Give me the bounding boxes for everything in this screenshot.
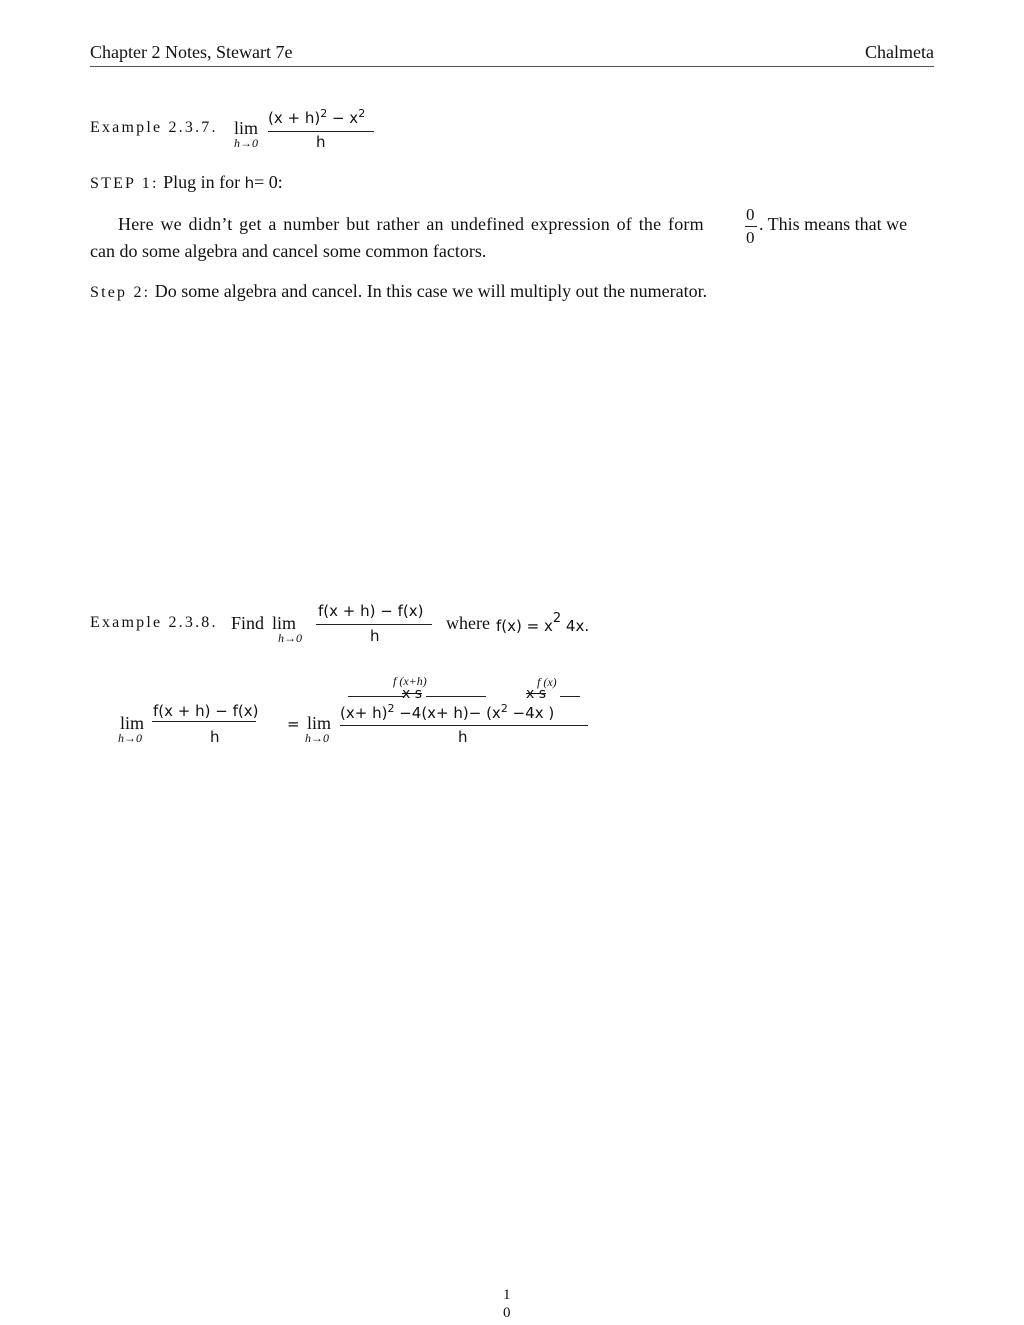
example-237-fraction-bar	[268, 131, 374, 132]
example-238-fraction-bar	[316, 624, 432, 625]
example-238-find: Find	[231, 613, 265, 633]
work-rhs-lim-sub: h→0	[305, 731, 329, 745]
page-number-bottom: 0	[503, 1305, 511, 1321]
example-238-lim: lim	[272, 613, 297, 633]
work-lhs-fraction-bar	[152, 721, 256, 722]
step1-line: STEP 1: Plug in for h= 0:	[90, 172, 283, 192]
zero-over-zero-bar	[745, 226, 757, 227]
header-author: Chalmeta	[865, 42, 934, 62]
example-238-lim-sub: h→0	[278, 631, 302, 645]
zero-over-zero-den: 0	[746, 228, 755, 247]
paragraph-line1: Here we didn’t get a number but rather an undefined expression of the form	[118, 214, 704, 234]
brace-fx-right	[560, 696, 580, 697]
example-238-function: $f(x) = x^2$ 4x.	[496, 611, 590, 635]
example-237-label: Example 2.3.7.	[90, 119, 218, 136]
work-equals: =	[287, 715, 300, 733]
example-238-where: where	[446, 613, 490, 633]
work-lhs-lim-sub: h→0	[118, 731, 142, 745]
example-237-lim-sub: h→0	[234, 136, 258, 150]
paragraph-line1-end: . This means that we	[759, 214, 908, 234]
work-lhs-numerator: f(x + h) − f(x)	[153, 702, 259, 720]
step2-line: Step 2: Do some algebra and cancel. In this case we will multiply out the numerator.	[90, 281, 708, 301]
example-238-label: Example 2.3.8.	[90, 614, 218, 631]
work-rhs-denominator: h	[458, 728, 468, 746]
work-rhs-numerator: $(x+ h)^2 -4(x+ h)- (x^2 -4x$ )	[340, 702, 555, 722]
brace-fxh-left	[348, 696, 404, 697]
work-rhs-fraction-bar	[340, 725, 588, 726]
example-238-numerator: f(x + h) − f(x)	[318, 602, 424, 620]
example-237-lim: lim	[234, 118, 259, 138]
work-rhs-lim: lim	[307, 713, 332, 733]
example-237-numerator: $(x + h)^2 - x^2$	[268, 107, 366, 127]
header-title: Chapter 2 Notes, Stewart 7e	[90, 42, 293, 62]
brace-label-fx: f (x)	[537, 675, 557, 689]
page-number-top: 1	[503, 1287, 511, 1303]
work-lhs-denominator: h	[210, 728, 220, 746]
header-rule	[90, 66, 934, 67]
example-237-denominator: h	[316, 133, 326, 151]
work-lhs-lim: lim	[120, 713, 145, 733]
step1-label: STEP 1:	[90, 175, 159, 192]
step2-label: Step 2:	[90, 284, 151, 301]
brace-fxh-right	[426, 696, 486, 697]
zero-over-zero-num: 0	[746, 205, 755, 224]
brace-fx-mark: x s	[526, 686, 547, 702]
example-238-denominator: h	[370, 627, 380, 645]
paragraph-line2: can do some algebra and cancel some common factors.	[90, 241, 487, 261]
brace-fxh-mark: x s	[402, 686, 423, 702]
brace-label-fxh: f (x+h)	[393, 674, 427, 688]
